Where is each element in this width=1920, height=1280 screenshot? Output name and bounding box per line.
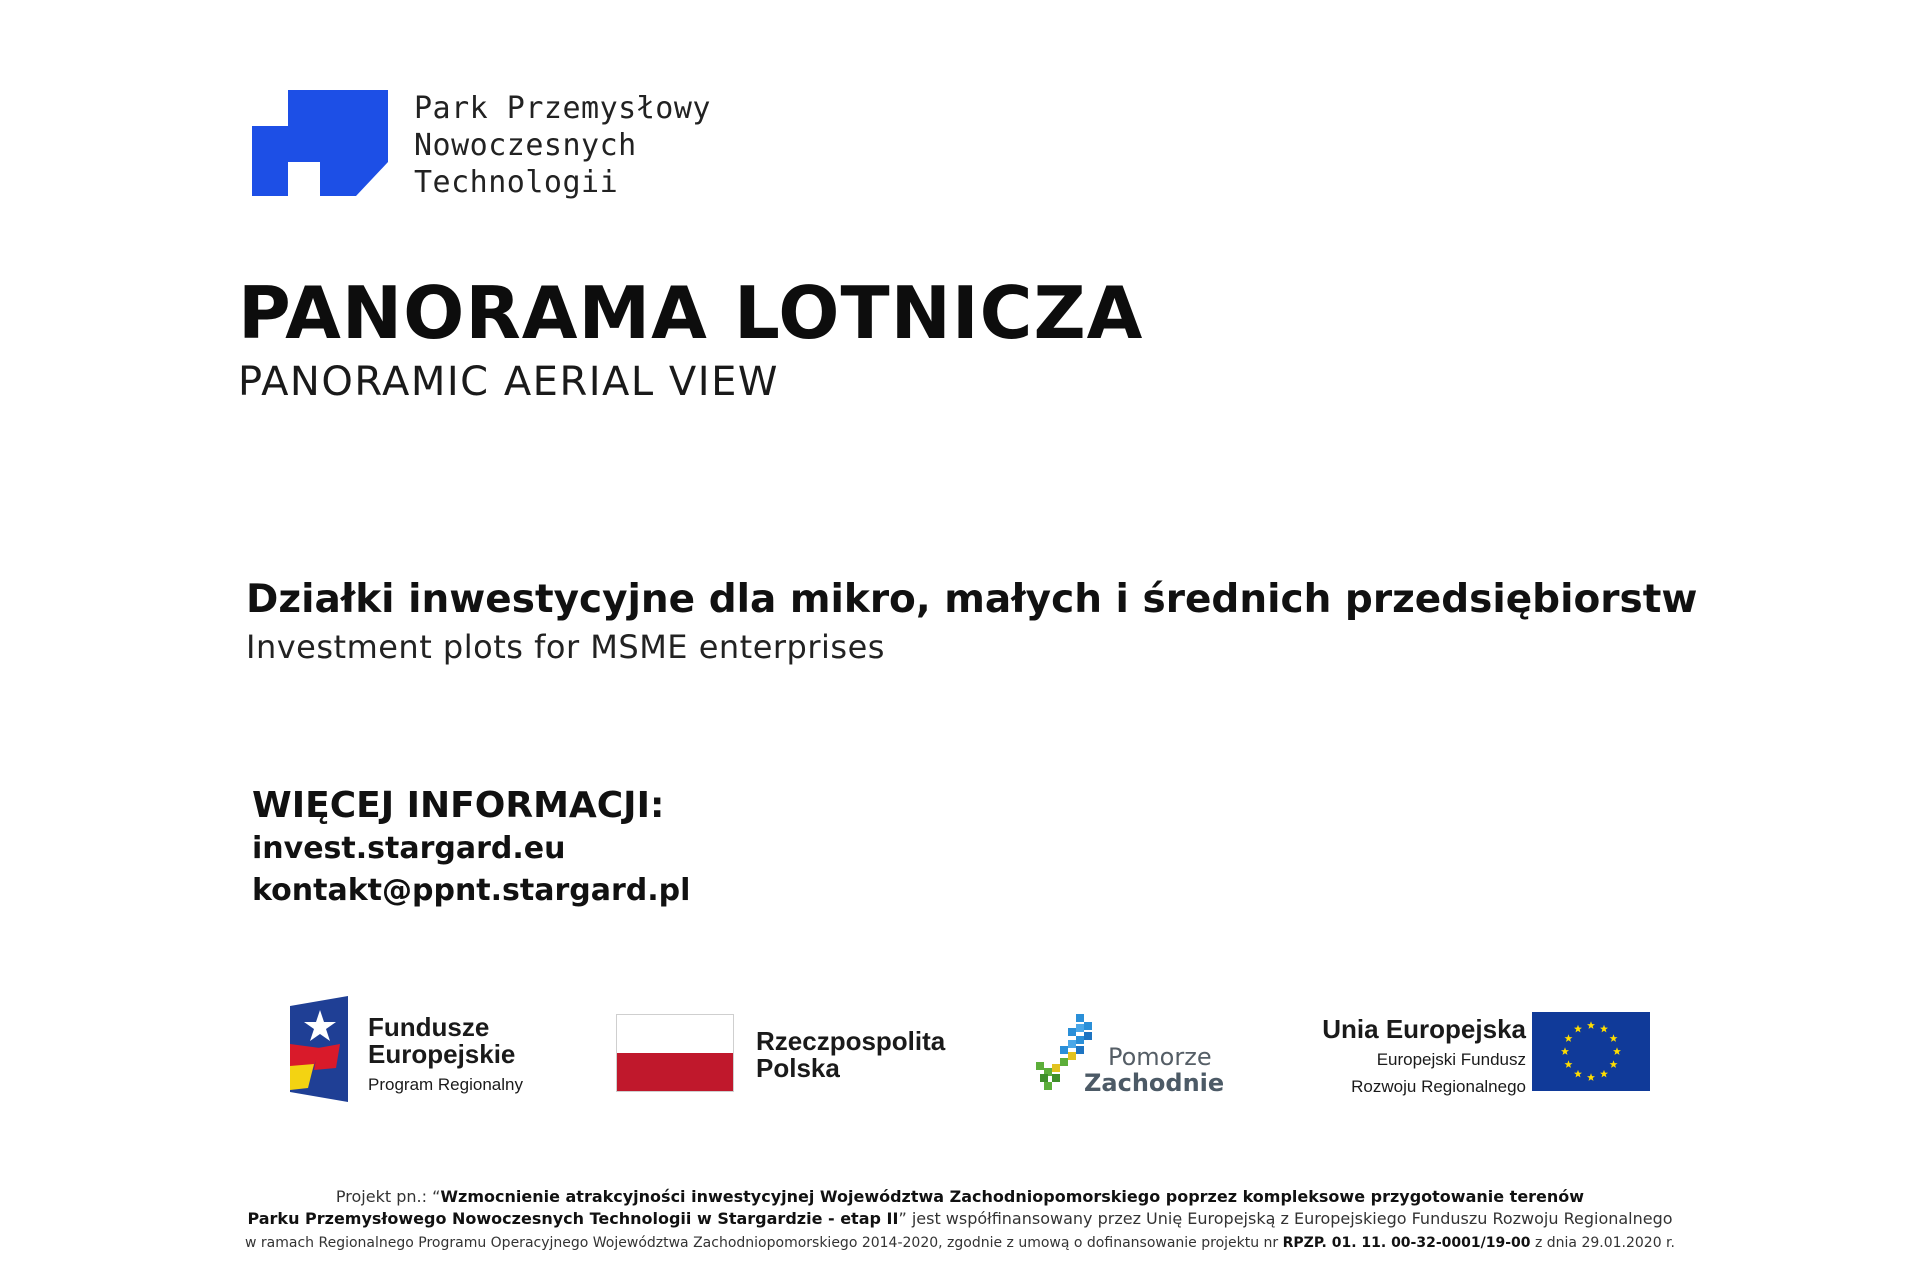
contact-website-row [252, 828, 690, 870]
rzeczpospolita-polska-text [756, 1028, 945, 1082]
offer-block [246, 574, 1697, 668]
footer-line-1 [0, 1186, 1920, 1208]
pz-line-1: Pomorze [1108, 1043, 1212, 1071]
fe-title-line-1: Fundusze [368, 1012, 490, 1042]
ue-sub-line-2: Rozwoju Regionalnego [1351, 1077, 1526, 1096]
rzeczpospolita-polska-logo [616, 1014, 996, 1098]
offer-subtitle: Investment plots for MSME enterprises [246, 628, 885, 666]
funding-logos [0, 990, 1920, 1110]
pomorze-zachodnie-logo [1032, 1012, 1232, 1102]
ppnt-logo [252, 90, 732, 200]
ppnt-logo-line-2: Nowoczesnych [414, 128, 637, 163]
rp-line-2: Polska [756, 1053, 840, 1083]
fundusze-europejskie-text [368, 1014, 523, 1098]
page-subtitle: PANORAMIC AERIAL VIEW [238, 359, 779, 405]
contact-heading: WIĘCEJ INFORMACJI: [252, 785, 665, 826]
rp-line-1: Rzeczpospolita [756, 1026, 946, 1056]
eu-flag-icon [1532, 1012, 1650, 1091]
footer-line-3 [0, 1232, 1920, 1254]
offer-title: Działki inwestycyjne dla mikro, małych i średnich przedsiębiorstw [246, 577, 1698, 622]
pomorze-zachodnie-text [1084, 1044, 1224, 1096]
fe-title-line-2: Europejskie [368, 1039, 516, 1069]
footer-line-2-rest: ” jest współfinansowany przez Unię Europejską z Europejskiego Funduszu Rozwoju Regionalnego [898, 1209, 1673, 1228]
footer-line-2-bold: Parku Przemysłowego Nowoczesnych Technologii w Stargardzie - etap II [247, 1209, 899, 1228]
project-footer [0, 1186, 1920, 1254]
unia-europejska-logo [1290, 1012, 1650, 1102]
ue-sub-line-1: Europejski Fundusz [1376, 1050, 1526, 1069]
footer-line-1-bold: Wzmocnienie atrakcyjności inwestycyjnej Województwa Zachodniopomorskiego poprzez kompleksowe przygotowanie terenów [440, 1187, 1585, 1206]
headline [238, 270, 1143, 406]
footer-line-3-bold: RPZP. 01. 11. 00-32-0001/19-00 [1282, 1235, 1531, 1251]
footer-line-1-prefix: Projekt pn.: “ [335, 1187, 441, 1206]
footer-line-3-suffix: z dnia 29.01.2020 r. [1530, 1235, 1675, 1251]
footer-line-2 [0, 1208, 1920, 1230]
ppnt-logo-mark-icon [252, 90, 388, 196]
fundusze-europejskie-flag-icon [290, 996, 348, 1102]
contact-email-row [252, 870, 690, 912]
website-link[interactable]: invest.stargard.eu [252, 831, 566, 866]
contact-block [252, 784, 690, 912]
page-title: PANORAMA LOTNICZA [238, 271, 1144, 355]
unia-europejska-text [1322, 1014, 1526, 1098]
email-link[interactable]: kontakt@ppnt.stargard.pl [252, 873, 691, 908]
ppnt-logo-text [414, 90, 711, 201]
fe-subtitle: Program Regionalny [368, 1075, 523, 1094]
ppnt-logo-line-3: Technologii [414, 165, 619, 200]
polish-flag-icon [616, 1014, 734, 1092]
ue-title: Unia Europejska [1322, 1014, 1526, 1044]
pz-line-2: Zachodnie [1084, 1069, 1225, 1097]
fundusze-europejskie-logo [290, 996, 550, 1106]
ppnt-logo-line-1: Park Przemysłowy [414, 91, 711, 126]
footer-line-3-prefix: w ramach Regionalnego Programu Operacyjnego Województwa Zachodniopomorskiego 2014-2020, zgodnie z umową o dofinansowanie projektu nr [245, 1235, 1283, 1251]
